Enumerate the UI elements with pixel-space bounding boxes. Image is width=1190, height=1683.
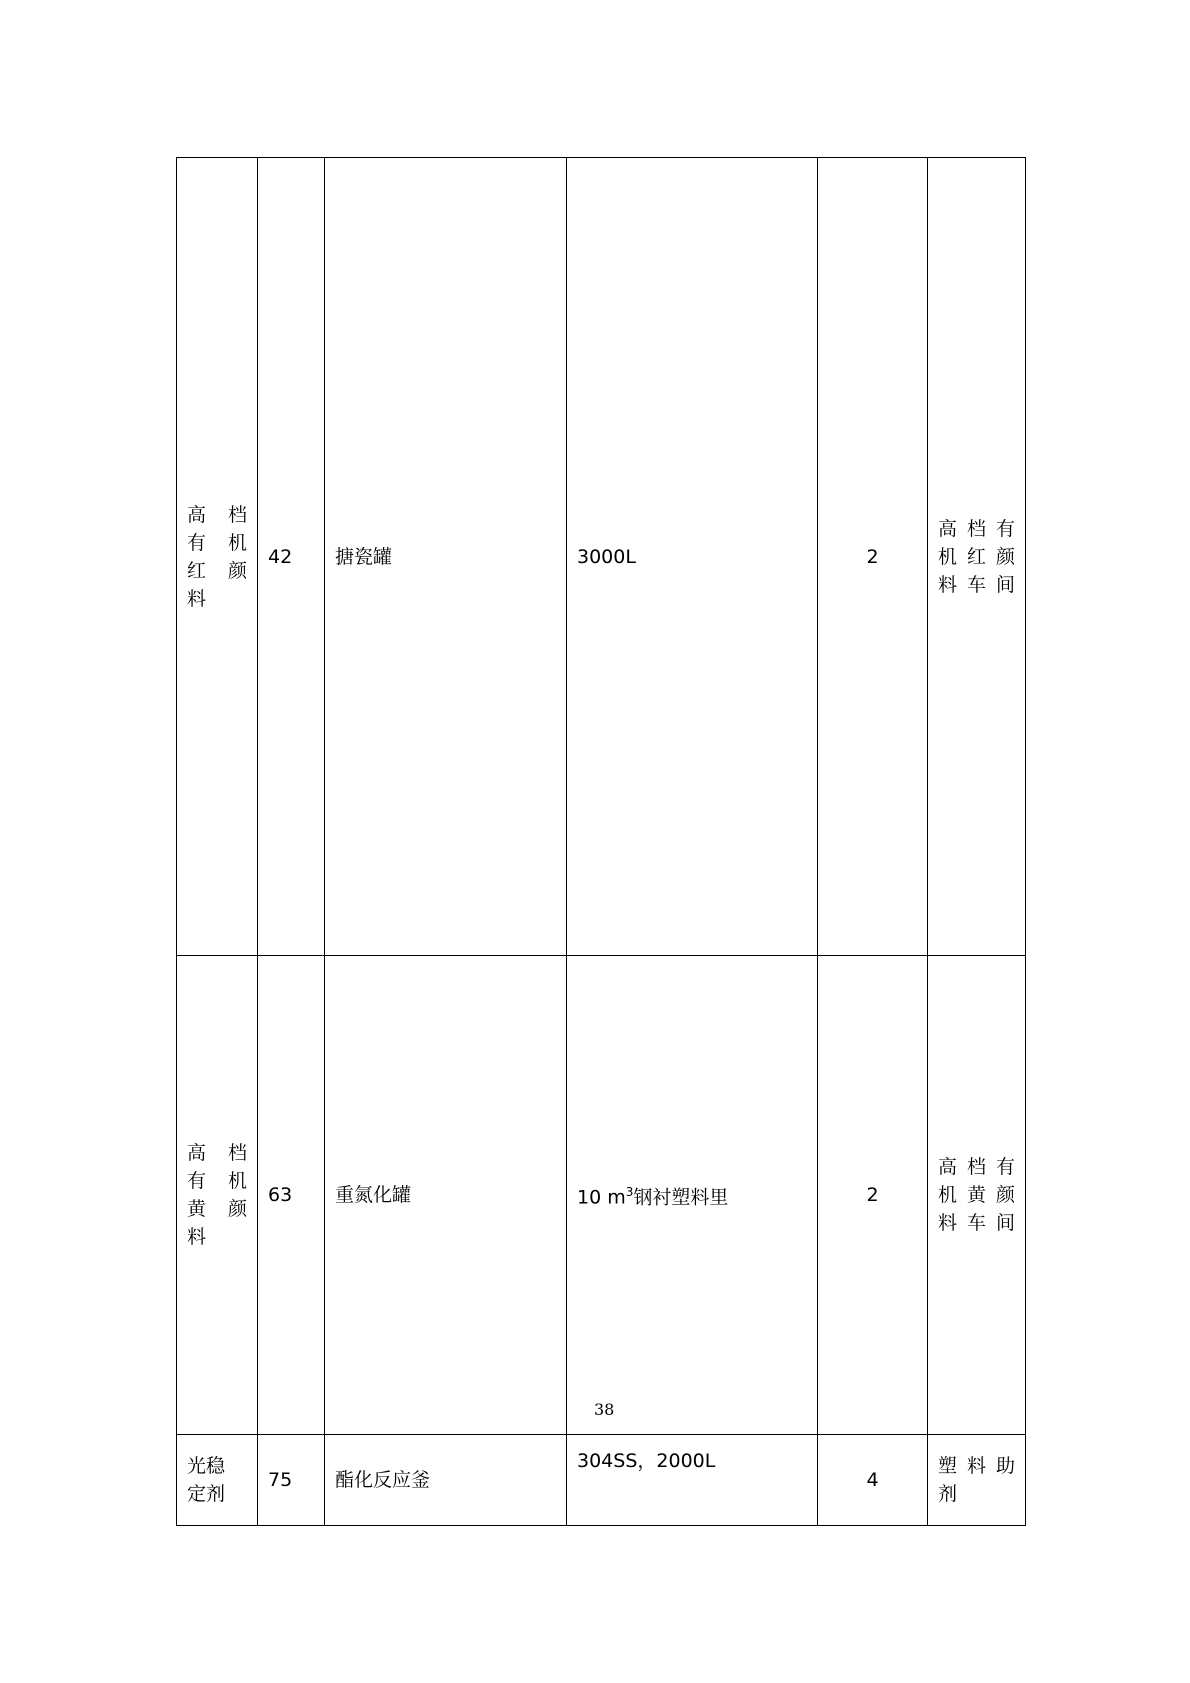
product-cell: 高 档 有 机 红 颜 料 <box>177 158 258 956</box>
table-row <box>177 956 1026 1435</box>
product-cell: 高 档 有 机 黄 颜 料 <box>177 956 258 1435</box>
table-row <box>177 1435 1026 1526</box>
workshop-cell: 高档有 机红颜 料车间 <box>928 158 1026 956</box>
equipment-name-cell: 酯化反应釜 <box>325 1435 567 1526</box>
workshop-cell: 塑料助 剂 <box>928 1435 1026 1526</box>
page-number: 38 <box>594 1400 615 1419</box>
number-cell: 42 <box>258 158 325 956</box>
equipment-table <box>176 157 1026 1526</box>
product-cell: 光稳 定剂 <box>177 1435 258 1526</box>
quantity-cell: 2 <box>818 158 928 956</box>
number-cell: 75 <box>258 1435 325 1526</box>
equipment-name-cell: 重氮化罐 <box>325 956 567 1435</box>
workshop-cell: 高档有 机黄颜 料车间 <box>928 956 1026 1435</box>
spec-cell: 3000L <box>567 158 818 956</box>
quantity-cell: 2 <box>818 956 928 1435</box>
spec-cell: 304SS，2000L <box>567 1435 818 1526</box>
table-row <box>177 158 1026 956</box>
quantity-cell: 4 <box>818 1435 928 1526</box>
spec-cell: 10 $m^3$钢衬塑料里 38 <box>567 956 818 1435</box>
equipment-name-cell: 搪瓷罐 <box>325 158 567 956</box>
number-cell: 63 <box>258 956 325 1435</box>
